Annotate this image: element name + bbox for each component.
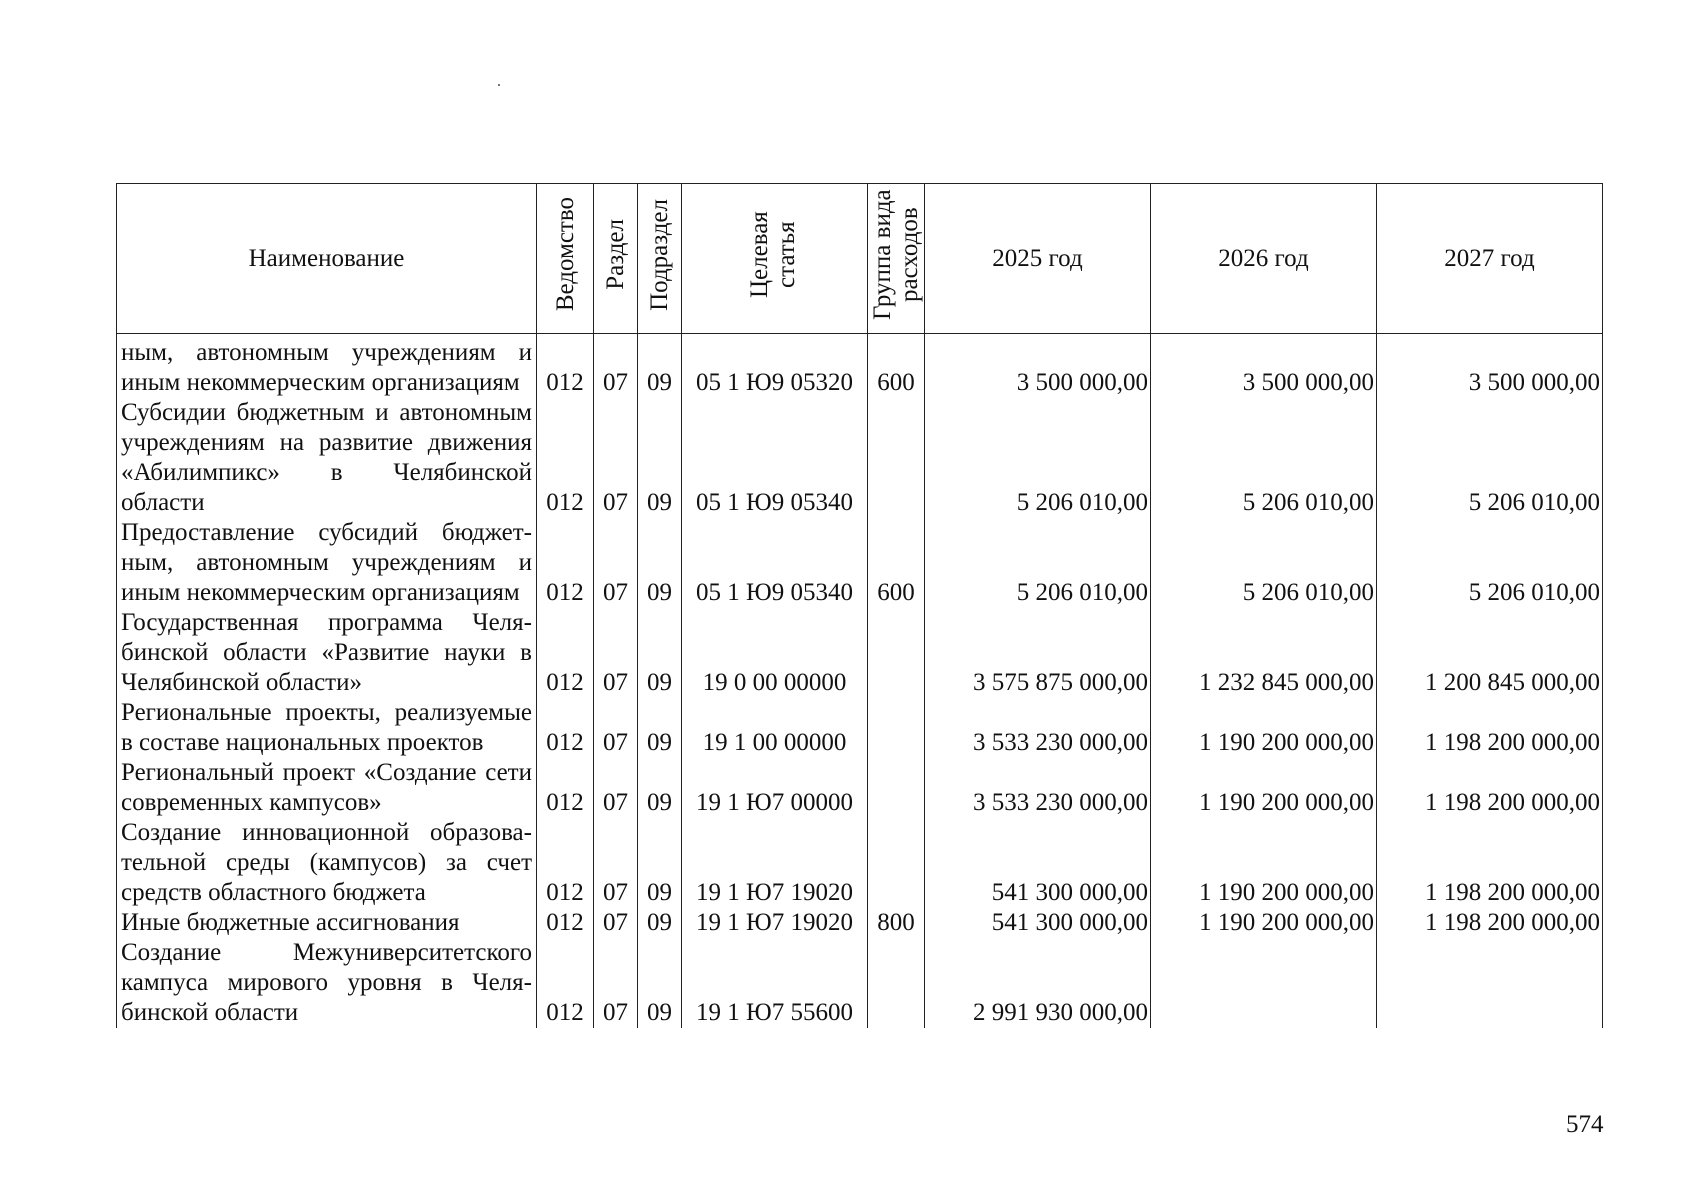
- table-row: [117, 818, 1603, 908]
- row-vedomstvo: 012: [537, 758, 594, 818]
- row-tselevaya: 19 1 Ю7 19020: [682, 818, 868, 908]
- row-tselevaya: 05 1 Ю9 05340: [682, 398, 868, 518]
- row-sum-2027: 3 500 000,00: [1377, 334, 1603, 399]
- row-sum-2027: 5 206 010,00: [1377, 398, 1603, 518]
- row-name: Региональный проект «Создание сети современных кампусов»: [117, 758, 537, 818]
- table-row: [117, 608, 1603, 698]
- row-podrazdel: 09: [638, 908, 682, 938]
- row-sum-2026: 5 206 010,00: [1151, 518, 1377, 608]
- row-sum-2026: 1 190 200 000,00: [1151, 908, 1377, 938]
- header-tselevaya-statya: Целевая статья: [682, 184, 868, 334]
- row-gruppa: [868, 698, 925, 758]
- row-razdel: 07: [594, 818, 638, 908]
- row-sum-2027: 1 198 200 000,00: [1377, 908, 1603, 938]
- row-gruppa: [868, 608, 925, 698]
- row-vedomstvo: 012: [537, 334, 594, 399]
- row-sum-2025: 2 991 930 000,00: [925, 938, 1151, 1028]
- row-name: Создание инновационной образовательной среды (кампусов) за счет средств областного бюджета: [117, 818, 537, 908]
- row-tselevaya: 19 1 Ю7 55600: [682, 938, 868, 1028]
- row-gruppa: 800: [868, 908, 925, 938]
- row-sum-2027: 5 206 010,00: [1377, 518, 1603, 608]
- row-name: ным, автономным учреждениям и иным некоммерческим организациям: [117, 334, 537, 399]
- row-sum-2027: [1377, 938, 1603, 1028]
- row-podrazdel: 09: [638, 518, 682, 608]
- header-podrazdel: Подраздел: [638, 184, 682, 334]
- row-vedomstvo: 012: [537, 698, 594, 758]
- row-podrazdel: 09: [638, 698, 682, 758]
- row-tselevaya: 05 1 Ю9 05320: [682, 334, 868, 399]
- row-sum-2025: 3 533 230 000,00: [925, 698, 1151, 758]
- row-vedomstvo: 012: [537, 518, 594, 608]
- row-gruppa: 600: [868, 518, 925, 608]
- row-gruppa: 600: [868, 334, 925, 399]
- row-sum-2025: 3 575 875 000,00: [925, 608, 1151, 698]
- row-razdel: 07: [594, 608, 638, 698]
- row-sum-2025: 541 300 000,00: [925, 818, 1151, 908]
- row-vedomstvo: 012: [537, 908, 594, 938]
- header-year-2027: 2027 год: [1377, 184, 1603, 334]
- table-row: [117, 398, 1603, 518]
- row-razdel: 07: [594, 398, 638, 518]
- row-podrazdel: 09: [638, 608, 682, 698]
- row-sum-2025: 3 500 000,00: [925, 334, 1151, 399]
- row-tselevaya: 19 0 00 00000: [682, 608, 868, 698]
- header-year-2025: 2025 год: [925, 184, 1151, 334]
- row-sum-2026: 1 232 845 000,00: [1151, 608, 1377, 698]
- row-name: Создание Межуниверситетского кампуса мирового уровня в Челябинской области: [117, 938, 537, 1028]
- row-sum-2025: 3 533 230 000,00: [925, 758, 1151, 818]
- table-header-row: [117, 184, 1603, 334]
- row-podrazdel: 09: [638, 334, 682, 399]
- header-razdel: Раздел: [594, 184, 638, 334]
- row-name: Государственная программа Челябинской области «Развитие науки в Челябинской области»: [117, 608, 537, 698]
- row-podrazdel: 09: [638, 398, 682, 518]
- row-sum-2026: 1 190 200 000,00: [1151, 818, 1377, 908]
- header-gruppa-vida-raskhodov: Группа вида расходов: [868, 184, 925, 334]
- table-row: [117, 758, 1603, 818]
- row-razdel: 07: [594, 908, 638, 938]
- table-row: [117, 334, 1603, 399]
- row-razdel: 07: [594, 334, 638, 399]
- table-row: [117, 698, 1603, 758]
- scan-speck: [498, 84, 500, 86]
- row-razdel: 07: [594, 758, 638, 818]
- header-year-2026: 2026 год: [1151, 184, 1377, 334]
- row-podrazdel: 09: [638, 818, 682, 908]
- row-gruppa: [868, 818, 925, 908]
- row-name: Региональные проекты, реализуемые в составе национальных проектов: [117, 698, 537, 758]
- row-sum-2027: 1 198 200 000,00: [1377, 698, 1603, 758]
- row-sum-2025: 541 300 000,00: [925, 908, 1151, 938]
- row-sum-2025: 5 206 010,00: [925, 518, 1151, 608]
- row-razdel: 07: [594, 518, 638, 608]
- row-sum-2026: [1151, 938, 1377, 1028]
- row-razdel: 07: [594, 938, 638, 1028]
- page-number: 574: [1566, 1111, 1604, 1138]
- row-razdel: 07: [594, 698, 638, 758]
- row-tselevaya: 05 1 Ю9 05340: [682, 518, 868, 608]
- row-podrazdel: 09: [638, 938, 682, 1028]
- row-tselevaya: 19 1 Ю7 19020: [682, 908, 868, 938]
- row-sum-2027: 1 200 845 000,00: [1377, 608, 1603, 698]
- row-sum-2026: 1 190 200 000,00: [1151, 698, 1377, 758]
- row-gruppa: [868, 758, 925, 818]
- row-sum-2027: 1 198 200 000,00: [1377, 758, 1603, 818]
- table-row: [117, 518, 1603, 608]
- row-sum-2027: 1 198 200 000,00: [1377, 818, 1603, 908]
- row-tselevaya: 19 1 00 00000: [682, 698, 868, 758]
- row-sum-2026: 3 500 000,00: [1151, 334, 1377, 399]
- row-name: Субсидии бюджетным и автономным учреждениям на развитие движения «Абилимпикс» в Челябинской области: [117, 398, 537, 518]
- row-name: Иные бюджетные ассигнования: [117, 908, 537, 938]
- row-vedomstvo: 012: [537, 398, 594, 518]
- row-sum-2025: 5 206 010,00: [925, 398, 1151, 518]
- row-vedomstvo: 012: [537, 608, 594, 698]
- row-vedomstvo: 012: [537, 938, 594, 1028]
- row-sum-2026: 1 190 200 000,00: [1151, 758, 1377, 818]
- header-name: Наименование: [117, 184, 537, 334]
- table-row: [117, 908, 1603, 938]
- row-sum-2026: 5 206 010,00: [1151, 398, 1377, 518]
- row-podrazdel: 09: [638, 758, 682, 818]
- row-name: Предоставление субсидий бюджетным, автономным учреждениям и иным некоммерческим организациям: [117, 518, 537, 608]
- row-gruppa: [868, 938, 925, 1028]
- budget-allocation-table: [116, 183, 1603, 1028]
- table-row: [117, 938, 1603, 1028]
- row-tselevaya: 19 1 Ю7 00000: [682, 758, 868, 818]
- row-gruppa: [868, 398, 925, 518]
- header-vedomstvo: Ведомство: [537, 184, 594, 334]
- row-vedomstvo: 012: [537, 818, 594, 908]
